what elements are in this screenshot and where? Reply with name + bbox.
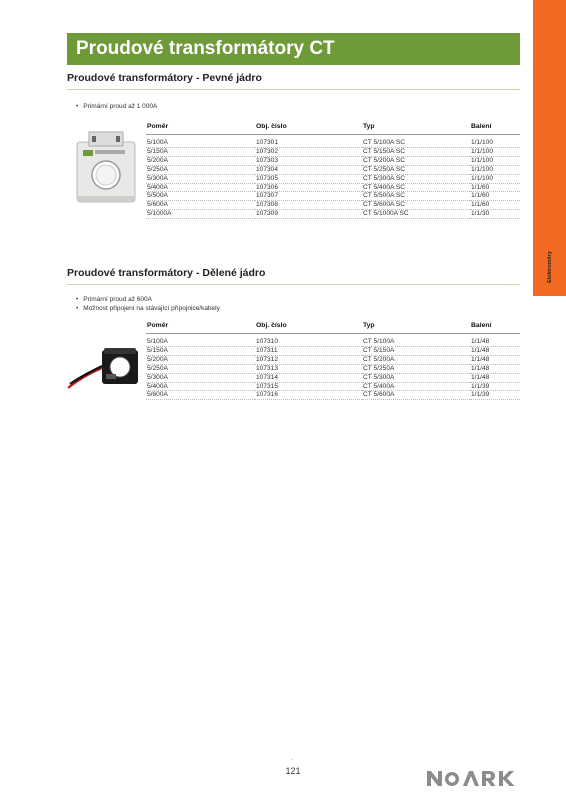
column-header-ratio: Poměr [146, 122, 255, 134]
page-number: 121 [285, 766, 301, 776]
table-row [146, 338, 520, 346]
table-row [146, 201, 520, 210]
order-number-cell: 107313 [255, 364, 362, 373]
packaging-cell: 1/1/39 [470, 382, 520, 391]
packaging-cell: 1/1/100 [470, 174, 520, 183]
section1-bullets [76, 102, 157, 111]
type-cell: CT 5/500A SC [362, 192, 470, 201]
ratio-cell: 5/100A [146, 139, 255, 147]
type-cell: CT 5/400A SC [362, 183, 470, 192]
order-number-cell: 107301 [255, 139, 362, 147]
packaging-cell: 1/1/60 [470, 192, 520, 201]
order-number-cell: 107310 [255, 338, 362, 346]
column-header-packaging: Balení [470, 122, 520, 134]
split-core-current-transformer-icon [66, 344, 142, 392]
ratio-cell: 5/300A [146, 373, 255, 382]
table-row [146, 210, 520, 219]
noark-logo-icon [425, 768, 520, 788]
type-cell: CT 5/150A [362, 346, 470, 355]
bullet-item: • Možnost připojení na stávající přípojnice/kabely [76, 304, 220, 313]
column-header-ratio: Poměr [146, 321, 255, 333]
column-header-order-number: Obj. číslo [255, 321, 362, 333]
table-row [146, 147, 520, 156]
ratio-cell: 5/150A [146, 346, 255, 355]
table-row [146, 346, 520, 355]
order-number-cell: 107304 [255, 165, 362, 174]
packaging-cell: 1/1/48 [470, 346, 520, 355]
type-cell: CT 5/600A [362, 391, 470, 400]
ratio-cell: 5/600A [146, 201, 255, 210]
table-row [146, 165, 520, 174]
order-number-cell: 107303 [255, 156, 362, 165]
type-cell: CT 5/100A SC [362, 139, 470, 147]
section1-rule [67, 89, 520, 90]
ratio-cell: 5/300A [146, 174, 255, 183]
ratio-cell: 5/150A [146, 147, 255, 156]
ratio-cell: 5/100A [146, 338, 255, 346]
table-row [146, 382, 520, 391]
type-cell: CT 5/1000A SC [362, 210, 470, 219]
section2-table-body [146, 333, 520, 400]
column-header-type: Typ [362, 122, 470, 134]
table-row [146, 391, 520, 400]
bullet-item: • Primární proud až 1 000A [76, 102, 157, 111]
packaging-cell: 1/1/48 [470, 338, 520, 346]
ratio-cell: 5/200A [146, 156, 255, 165]
type-cell: CT 5/200A SC [362, 156, 470, 165]
type-cell: CT 5/300A [362, 373, 470, 382]
order-number-cell: 107314 [255, 373, 362, 382]
side-tab-label: Elektroměry [547, 251, 553, 283]
order-number-cell: 107302 [255, 147, 362, 156]
table-row [146, 174, 520, 183]
section2-bullets [76, 295, 220, 313]
page-title: Proudové transformátory CT [67, 33, 520, 65]
table-row [146, 139, 520, 147]
order-number-cell: 107305 [255, 174, 362, 183]
section1-table-body [146, 134, 520, 219]
ratio-cell: 5/500A [146, 192, 255, 201]
section1-heading: Proudové transformátory - Pevné jádro [67, 72, 262, 84]
table-row [146, 364, 520, 373]
column-header-packaging: Balení [470, 321, 520, 333]
order-number-cell: 107316 [255, 391, 362, 400]
type-cell: CT 5/300A SC [362, 174, 470, 183]
type-cell: CT 5/600A SC [362, 201, 470, 210]
page-dot: - [291, 757, 293, 763]
type-cell: CT 5/150A SC [362, 147, 470, 156]
ratio-cell: 5/600A [146, 391, 255, 400]
ratio-cell: 5/250A [146, 165, 255, 174]
type-cell: CT 5/100A [362, 338, 470, 346]
packaging-cell: 1/1/100 [470, 156, 520, 165]
section2-heading: Proudové transformátory - Dělené jádro [67, 267, 266, 279]
table-row [146, 183, 520, 192]
packaging-cell: 1/1/39 [470, 391, 520, 400]
table-header-row [146, 321, 520, 333]
order-number-cell: 107308 [255, 201, 362, 210]
column-header-order-number: Obj. číslo [255, 122, 362, 134]
ratio-cell: 5/1000A [146, 210, 255, 219]
table-row [146, 355, 520, 364]
type-cell: CT 5/200A [362, 355, 470, 364]
packaging-cell: 1/1/60 [470, 183, 520, 192]
type-cell: CT 5/250A [362, 364, 470, 373]
packaging-cell: 1/1/100 [470, 147, 520, 156]
table-row [146, 373, 520, 382]
packaging-cell: 1/1/48 [470, 355, 520, 364]
order-number-cell: 107306 [255, 183, 362, 192]
order-number-cell: 107309 [255, 210, 362, 219]
ratio-cell: 5/400A [146, 382, 255, 391]
ratio-cell: 5/400A [146, 183, 255, 192]
packaging-cell: 1/1/48 [470, 364, 520, 373]
type-cell: CT 5/250A SC [362, 165, 470, 174]
table-row [146, 156, 520, 165]
packaging-cell: 1/1/30 [470, 210, 520, 219]
bullet-item: • Primární proud až 600A [76, 295, 220, 304]
order-number-cell: 107307 [255, 192, 362, 201]
solid-core-current-transformer-icon [73, 128, 139, 206]
section2-table [146, 321, 520, 400]
ratio-cell: 5/250A [146, 364, 255, 373]
packaging-cell: 1/1/48 [470, 373, 520, 382]
order-number-cell: 107311 [255, 346, 362, 355]
side-tab-label-wrap [545, 244, 555, 294]
order-number-cell: 107315 [255, 382, 362, 391]
packaging-cell: 1/1/60 [470, 201, 520, 210]
order-number-cell: 107312 [255, 355, 362, 364]
table-header-row [146, 122, 520, 134]
table-row [146, 192, 520, 201]
ratio-cell: 5/200A [146, 355, 255, 364]
section2-rule [67, 284, 520, 285]
packaging-cell: 1/1/100 [470, 165, 520, 174]
packaging-cell: 1/1/100 [470, 139, 520, 147]
section1-table [146, 122, 520, 219]
column-header-type: Typ [362, 321, 470, 333]
type-cell: CT 5/400A [362, 382, 470, 391]
